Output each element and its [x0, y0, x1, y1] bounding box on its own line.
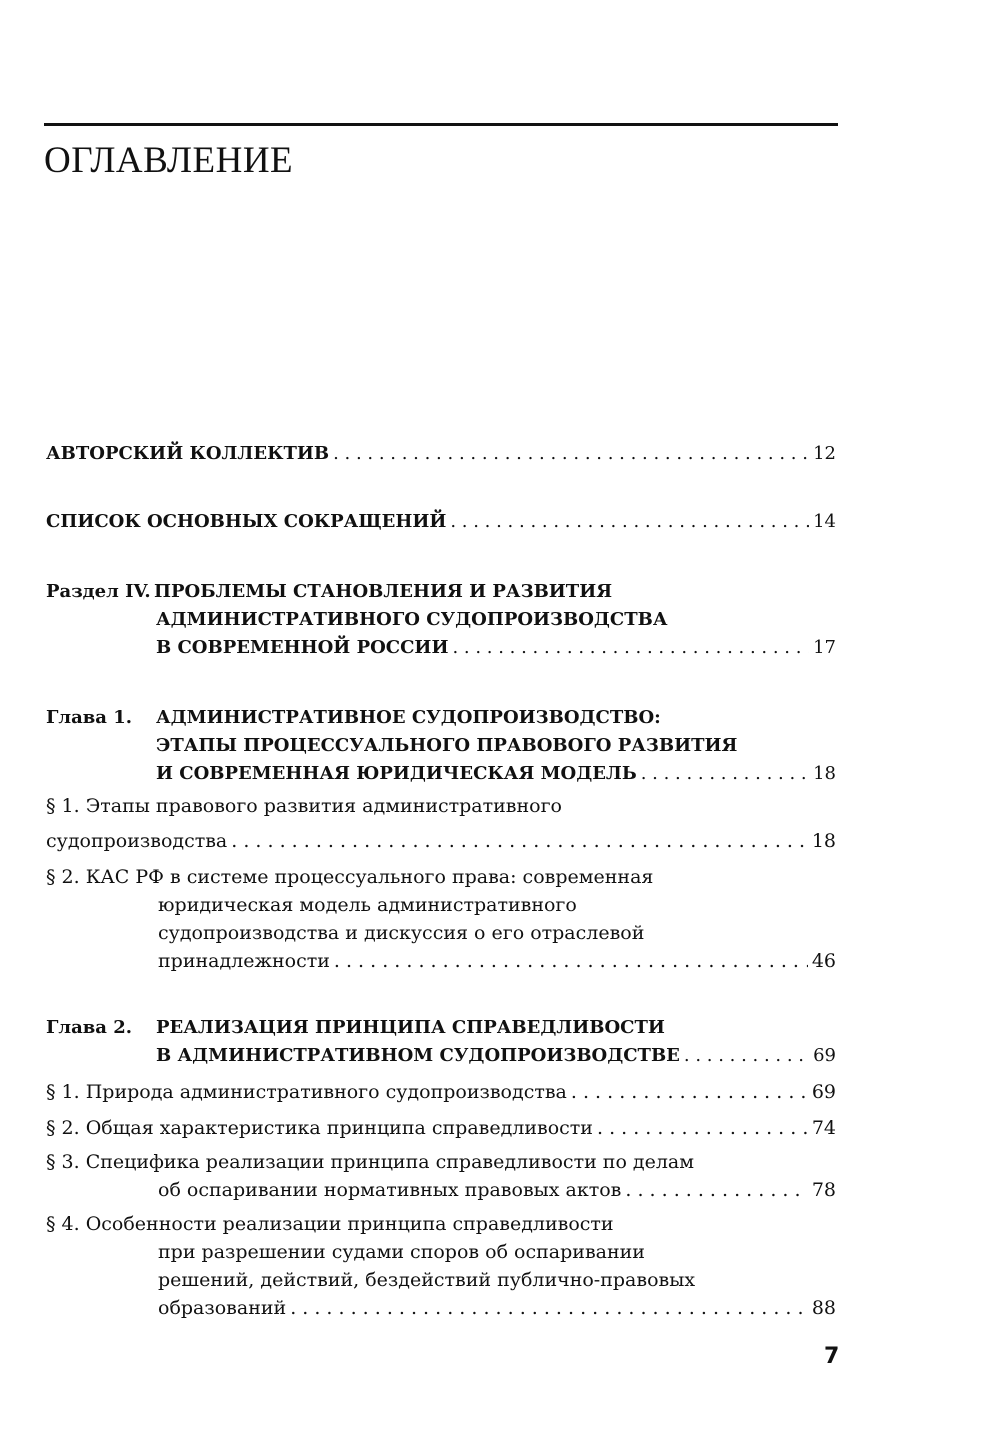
entry-page: 12	[813, 443, 836, 464]
entry-label: Глава 1.	[46, 707, 133, 728]
entry-page: 74	[811, 1117, 836, 1139]
entry-title-line: юридическая модель административного	[158, 894, 577, 916]
toc-section	[46, 578, 836, 662]
toc-paragraph	[46, 863, 836, 975]
entry-title: § 1. Природа административного судопроизводства	[46, 1081, 567, 1103]
entry-title-line: судопроизводства и дискуссия о его отраслевой	[158, 922, 645, 944]
entry-page: 14	[813, 511, 836, 532]
toc-chapter	[46, 704, 836, 788]
leader-dots	[625, 1176, 807, 1204]
entry-title-line: принадлежности	[158, 950, 330, 972]
entry-page: 78	[811, 1179, 836, 1201]
entry-label: Раздел IV.	[46, 581, 151, 602]
leader-dots	[231, 827, 808, 855]
entry-title: ПРОБЛЕМЫ СТАНОВЛЕНИЯ И РАЗВИТИЯ	[154, 581, 613, 602]
entry-title-line: при разрешении судами споров об оспаривании	[158, 1241, 645, 1263]
entry-title: АВТОРСКИЙ КОЛЛЕКТИВ	[46, 443, 330, 464]
entry-title-line: В АДМИНИСТРАТИВНОМ СУДОПРОИЗВОДСТВЕ	[156, 1045, 680, 1066]
leader-dots	[571, 1078, 808, 1106]
entry-title-line: судопроизводства	[46, 830, 228, 852]
toc-entry	[46, 440, 836, 468]
leader-dots	[450, 508, 809, 536]
entry-title: § 1. Этапы правового развития административного	[46, 795, 562, 817]
toc-paragraph	[46, 1210, 836, 1322]
entry-title-line: решений, действий, бездействий публично-правовых	[158, 1269, 696, 1291]
entry-title: § 2. КАС РФ в системе процессуального права: современная	[46, 866, 654, 888]
entry-title-line: об оспаривании нормативных правовых актов	[158, 1179, 622, 1201]
leader-dots	[452, 634, 809, 662]
leader-dots	[290, 1294, 808, 1322]
entry-title: § 2. Общая характеристика принципа справедливости	[46, 1117, 593, 1139]
entry-page: 18	[813, 763, 836, 784]
entry-page: 18	[811, 830, 836, 852]
page-number: 7	[824, 1344, 840, 1369]
leader-dots	[684, 1042, 809, 1070]
top-rule	[44, 123, 838, 126]
entry-page: 88	[811, 1297, 836, 1319]
entry-title: § 3. Специфика реализации принципа справедливости по делам	[46, 1151, 695, 1173]
entry-title-line: В СОВРЕМЕННОЙ РОССИИ	[156, 637, 449, 658]
entry-page: 46	[811, 950, 836, 972]
entry-title-line: И СОВРЕМЕННАЯ ЮРИДИЧЕСКАЯ МОДЕЛЬ	[156, 763, 637, 784]
toc-chapter	[46, 1014, 836, 1070]
toc-entry	[46, 508, 836, 536]
toc-paragraph	[46, 1148, 836, 1204]
entry-page: 69	[811, 1081, 836, 1103]
entry-title: АДМИНИСТРАТИВНОЕ СУДОПРОИЗВОДСТВО:	[156, 707, 661, 728]
entry-page: 69	[813, 1045, 836, 1066]
leader-dots	[641, 760, 809, 788]
leader-dots	[334, 947, 808, 975]
entry-title: РЕАЛИЗАЦИЯ ПРИНЦИПА СПРАВЕДЛИВОСТИ	[156, 1017, 665, 1038]
toc-paragraph	[46, 1114, 836, 1142]
entry-title-line: АДМИНИСТРАТИВНОГО СУДОПРОИЗВОДСТВА	[156, 609, 668, 630]
entry-title: СПИСОК ОСНОВНЫХ СОКРАЩЕНИЙ	[46, 511, 447, 532]
leader-dots	[333, 440, 809, 468]
toc-paragraph	[46, 1078, 836, 1106]
page-title: ОГЛАВЛЕНИЕ	[44, 140, 294, 181]
leader-dots	[597, 1114, 808, 1142]
entry-title-line: ЭТАПЫ ПРОЦЕССУАЛЬНОГО ПРАВОВОГО РАЗВИТИЯ	[156, 735, 738, 756]
entry-title: § 4. Особенности реализации принципа справедливости	[46, 1213, 614, 1235]
toc-paragraph	[46, 792, 836, 855]
entry-label: Глава 2.	[46, 1017, 133, 1038]
entry-title-line: образований	[158, 1297, 287, 1319]
entry-page: 17	[813, 637, 836, 658]
